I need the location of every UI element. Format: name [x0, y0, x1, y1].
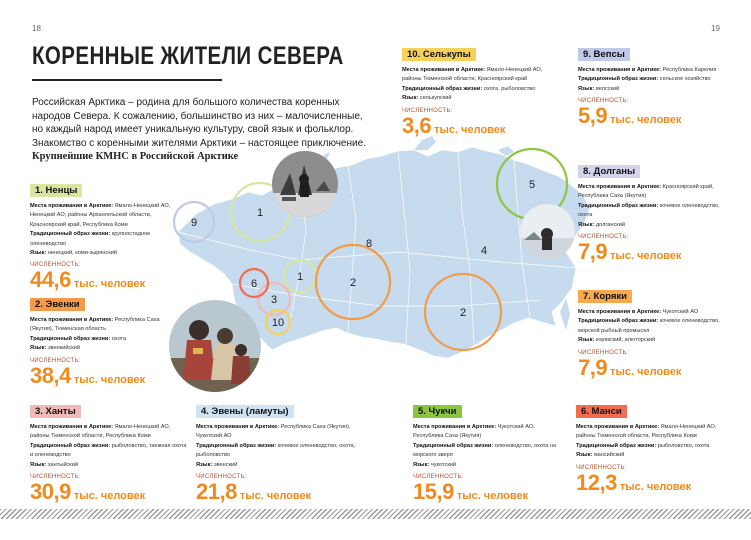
population-label: ЧИСЛЕННОСТЬ: [578, 349, 629, 356]
value-residence: Чукотский АО, Республика Саха (Якутия) [413, 424, 535, 440]
population-number: 21,8 [196, 479, 237, 505]
value-lifestyle: кочевое оленеводство, охота, рыболовство [196, 442, 356, 459]
value-lifestyle: охота [111, 335, 127, 342]
map-marker-label: 1 [296, 271, 304, 283]
value-residence: Ямало-Ненецкий АО, районы Тюменской области, Республика Коми [576, 424, 717, 440]
tag-mansi: 6. Манси [576, 405, 627, 418]
label-language: Язык: [30, 345, 47, 352]
label-language: Язык: [30, 250, 47, 257]
arctic-landscape-image [520, 204, 575, 259]
label-language: Язык: [402, 95, 419, 102]
map-marker-label: 2 [459, 307, 467, 319]
map-marker-label: 10 [271, 317, 285, 329]
value-residence: Ямало-Ненецкий АО, районы Тюменской области, Красноярский край [402, 67, 543, 83]
fields-evens [196, 423, 376, 470]
family-portrait-image [169, 300, 261, 392]
section-subtitle: Крупнейшие КМНС в Российской Арктике [32, 151, 239, 162]
fields-koryaks [578, 308, 728, 346]
value-lifestyle: рыболовство, таежная охота и оленеводство [30, 442, 187, 459]
card-evenks [30, 294, 175, 389]
intro-text: Российская Арктика – родина для большого количества коренных народов Севера. К сожалению, большинство из них – малочисленные, но каждый народ имеет уникальную культуру, свой язык и фольклор. Знакомство с коренными жителями Арктики – настоящее приключение. [32, 97, 366, 149]
population-unit: тыс. человек [619, 480, 692, 493]
bottom-stripe-divider [0, 509, 751, 519]
label-lifestyle: Традиционный образ жизни: [196, 442, 277, 449]
label-lifestyle: Традиционный образ жизни: [578, 318, 659, 325]
tag-khanty: 3. Ханты [30, 405, 81, 418]
tag-nenets: 1. Ненцы [30, 184, 82, 197]
population-koryaks [578, 355, 728, 381]
population-number: 30,9 [30, 479, 71, 505]
population-number: 44,6 [30, 267, 71, 293]
label-residence: Места проживания в Арктике: [30, 203, 114, 209]
value-residence: Ямало-Ненецкий АО, Ненецкий АО, районы Архангельской области, Красноярский край, Республика Коми [30, 203, 171, 228]
card-chukchi [413, 401, 563, 505]
tag-evenks: 2. Эвенки [30, 298, 85, 311]
label-lifestyle: Традиционный образ жизни: [30, 442, 111, 449]
value-residence: Ямало-Ненецкий АО, районы Тюменской области, Республика Коми [30, 424, 171, 440]
reindeer-herders-image [272, 151, 338, 217]
population-khanty [30, 479, 188, 505]
title-underline [32, 79, 222, 81]
value-lifestyle: сельское хозяйство [659, 76, 711, 83]
value-lifestyle: рыболовство, охота [657, 442, 710, 449]
card-evens [196, 401, 376, 505]
label-residence: Места проживания в Арктике: [30, 317, 114, 323]
fields-selkups [402, 66, 552, 104]
card-khanty [30, 401, 188, 505]
value-lifestyle: крупностадное оленеводство [30, 231, 151, 247]
population-label: ЧИСЛЕННОСТЬ: [402, 107, 453, 114]
value-language: вепсский [595, 85, 620, 92]
population-unit: тыс. человек [73, 373, 146, 386]
label-lifestyle: Традиционный образ жизни: [30, 335, 111, 342]
card-dolgans [578, 161, 728, 265]
value-lifestyle: охота, рыболовство [483, 85, 536, 92]
photo-circle-reindeer-herders [272, 151, 338, 217]
value-residence: Красноярский край, Республика Саха (Якутия) [578, 184, 714, 200]
value-language: корякский, алюторский [595, 337, 656, 344]
map-marker-label: 1 [256, 207, 264, 219]
population-unit: тыс. человек [456, 490, 529, 503]
population-selkups [402, 113, 552, 139]
population-chukchi [413, 479, 563, 505]
population-label: ЧИСЛЕННОСТЬ: [578, 98, 629, 105]
population-dolgans [578, 239, 728, 265]
card-koryaks [578, 286, 728, 381]
map-marker-label: 9 [190, 217, 198, 229]
card-nenets [30, 180, 175, 293]
population-label: ЧИСЛЕННОСТЬ: [30, 474, 81, 481]
label-residence: Места проживания в Арктике: [578, 309, 662, 315]
fields-chukchi [413, 423, 563, 470]
population-label: ЧИСЛЕННОСТЬ: [413, 474, 464, 481]
population-unit: тыс. человек [610, 250, 682, 263]
label-residence: Места проживания в Арктике: [30, 424, 114, 430]
label-language: Язык: [576, 452, 593, 459]
value-residence: Республика Саха (Якутия), Тюменская область [30, 317, 160, 333]
card-mansi [576, 401, 726, 496]
population-label: ЧИСЛЕННОСТЬ: [578, 234, 629, 241]
fields-nenets [30, 202, 175, 258]
value-residence: Чукотский АО [662, 309, 699, 315]
tag-chukchi: 5. Чукчи [413, 405, 462, 418]
population-evens [196, 479, 376, 505]
population-number: 15,9 [413, 479, 454, 505]
fields-khanty [30, 423, 188, 470]
fields-mansi [576, 423, 726, 461]
label-residence: Места проживания в Арктике: [196, 424, 280, 430]
value-residence: Республика Саха (Якутия), Чукотский АО [196, 424, 351, 440]
photo-circle-family [169, 300, 261, 392]
map-marker-label: 8 [365, 238, 373, 250]
value-language: эвенский [213, 461, 238, 468]
value-language: чукотский [430, 461, 457, 468]
population-unit: тыс. человек [434, 123, 506, 136]
population-number: 5,9 [578, 103, 608, 129]
tag-veps: 9. Вепсы [578, 48, 630, 61]
label-language: Язык: [578, 221, 595, 228]
label-residence: Места проживания в Арктике: [578, 184, 662, 190]
value-language: ненецкий, коми-зырянский [47, 250, 117, 257]
label-residence: Места проживания в Арктике: [402, 67, 486, 73]
label-residence: Места проживания в Арктике: [576, 424, 660, 430]
tag-dolgans: 8. Долганы [578, 165, 640, 178]
tag-koryaks: 7. Коряки [578, 290, 632, 303]
value-residence: Республика Карелия [662, 67, 717, 73]
label-lifestyle: Традиционный образ жизни: [413, 442, 494, 449]
label-language: Язык: [413, 461, 430, 468]
label-lifestyle: Традиционный образ жизни: [402, 85, 483, 92]
fields-evenks [30, 316, 175, 354]
population-number: 3,6 [402, 112, 432, 138]
value-lifestyle: кочевое оленеводство, охота [578, 202, 720, 219]
card-selkups [402, 44, 552, 139]
population-veps [578, 103, 728, 129]
population-label: ЧИСЛЕННОСТЬ: [196, 474, 247, 481]
map-marker-label: 6 [250, 278, 258, 290]
population-evenks [30, 363, 175, 389]
value-lifestyle: кочевое оленеводство, морской рыбный промысел [578, 318, 720, 334]
value-language: долганский [595, 221, 625, 228]
population-number: 38,4 [30, 362, 71, 388]
card-veps [578, 44, 728, 129]
photo-circle-arctic-landscape [520, 204, 575, 259]
right-page-number: 19 [711, 24, 720, 33]
label-language: Язык: [196, 461, 213, 468]
value-language: мансийский [593, 452, 625, 459]
population-unit: тыс. человек [610, 365, 682, 378]
label-lifestyle: Традиционный образ жизни: [578, 202, 659, 209]
left-page-number: 18 [32, 24, 41, 33]
value-language: эвенкийский [47, 345, 80, 352]
population-label: ЧИСЛЕННОСТЬ: [30, 262, 81, 269]
tag-evens: 4. Эвены (ламуты) [196, 405, 294, 418]
population-number: 7,9 [578, 354, 608, 380]
population-label: ЧИСЛЕННОСТЬ: [576, 464, 627, 471]
fields-dolgans [578, 183, 728, 230]
value-language: хантыйский [47, 461, 78, 468]
value-lifestyle: оленеводство, охота на морского зверя [413, 442, 557, 459]
value-language: селькупский [419, 95, 452, 102]
fields-veps [578, 66, 728, 94]
map-marker-label: 2 [349, 277, 357, 289]
label-lifestyle: Традиционный образ жизни: [30, 231, 111, 238]
population-unit: тыс. человек [73, 490, 146, 503]
label-language: Язык: [578, 337, 595, 344]
population-number: 7,9 [578, 239, 608, 265]
page-title: КОРЕННЫЕ ЖИТЕЛИ СЕВЕРА [32, 42, 344, 70]
label-lifestyle: Традиционный образ жизни: [576, 442, 657, 449]
map-marker-label: 5 [528, 179, 536, 191]
label-language: Язык: [578, 85, 595, 92]
population-mansi [576, 470, 726, 496]
population-unit: тыс. человек [610, 114, 682, 127]
label-residence: Места проживания в Арктике: [413, 424, 497, 430]
population-number: 12,3 [576, 469, 617, 495]
tag-selkups: 10. Селькупы [402, 48, 476, 61]
map-marker-label: 3 [270, 294, 278, 306]
population-label: ЧИСЛЕННОСТЬ: [30, 357, 81, 364]
population-unit: тыс. человек [73, 278, 146, 291]
label-residence: Места проживания в Арктике: [578, 67, 662, 73]
map-marker-label: 4 [480, 245, 488, 257]
population-unit: тыс. человек [239, 490, 312, 503]
label-lifestyle: Традиционный образ жизни: [578, 76, 659, 83]
label-language: Язык: [30, 461, 47, 468]
population-nenets [30, 267, 175, 293]
